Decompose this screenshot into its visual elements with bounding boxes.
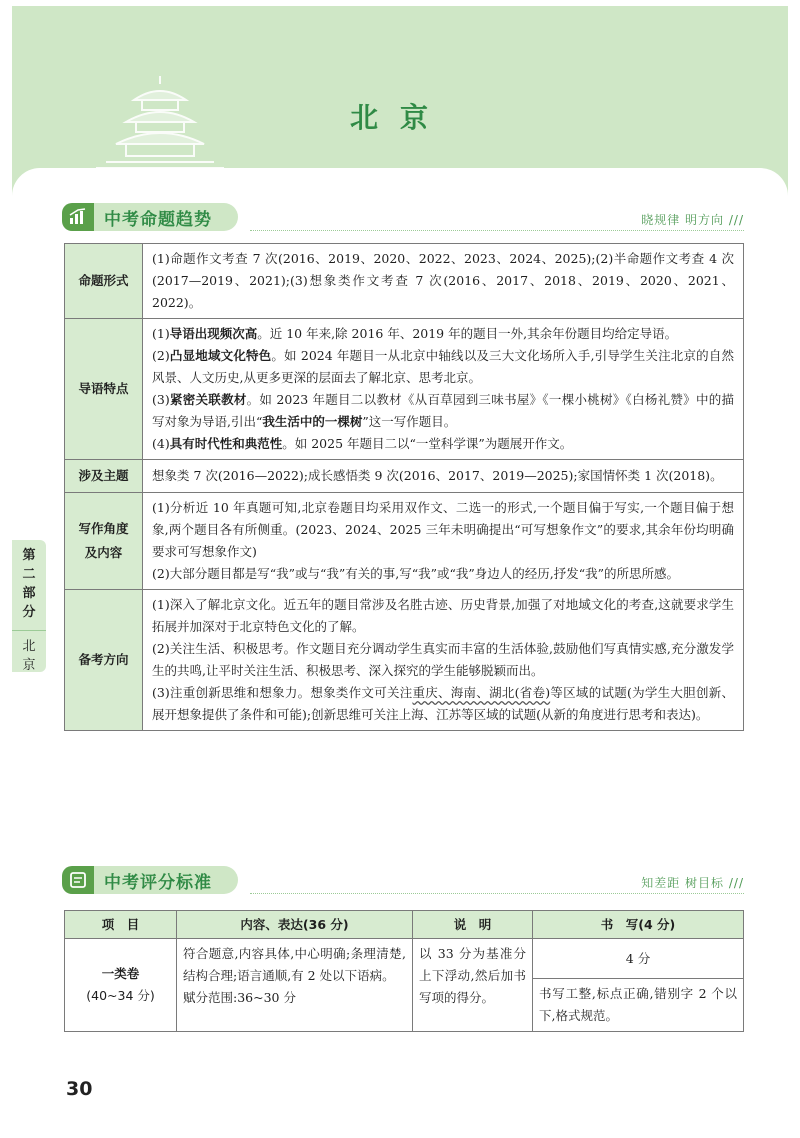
writing-score-cell: 4 分 — [533, 939, 744, 979]
row-content: (1)深入了解北京文化。近五年的题目常涉及名胜古迹、历史背景,加强了对地域文化的考查,这就要求学生拓展并加深对于北京特色文化的了解。 (2)关注生活、积极思考。作文题目充分调动学生真实而丰富的生活体验,鼓励他们写真情实感,充分激发学生的共鸣,让平时关注生活、积极思考、深入探究的学生能够脱颖而出。 (3)注重创新思维和想象力。想象类作文可关注重庆、海南、湖北(省卷)等区域的试题(为学生大胆创新、展开想象提供了条件和可能);创新思维可关注上海、江苏等区域的试题(从新的角度进行思考和表达)。 — [143, 590, 744, 731]
column-header: 说 明 — [413, 911, 533, 939]
section-divider — [250, 893, 744, 894]
section-standard-slogan: 知差距 树目标 /// — [641, 876, 744, 890]
table-header-row — [65, 911, 744, 939]
section-trend-heading — [62, 203, 238, 231]
page-title: 北京 — [349, 101, 450, 134]
table-row — [65, 939, 744, 979]
table-row — [65, 590, 744, 731]
row-content: 想象类 7 次(2016—2022);成长感悟类 9 次(2016、2017、2019—2025);家国情怀类 1 次(2018)。 — [143, 460, 744, 493]
grading-table — [64, 910, 744, 1032]
section-trend-slogan: 晓规律 明方向 /// — [641, 213, 744, 227]
document-icon — [62, 866, 94, 894]
page-number: 30 — [66, 1078, 93, 1100]
section-divider — [250, 230, 744, 231]
section-standard-heading — [62, 866, 238, 894]
trend-table — [64, 243, 744, 731]
side-section-tab — [12, 540, 46, 672]
side-tab-part: 第 二 部 分 — [22, 548, 36, 620]
row-content: (1)命题作文考查 7 次(2016、2019、2020、2022、2023、2024、2025);(2)半命题作文考查 4 次(2017—2019、2021);(3)想象类作文考查 7 次(2016、2017、2018、2019、2020、2021、2022)。 — [143, 244, 744, 319]
column-header: 内容、表达(36 分) — [177, 911, 413, 939]
table-row — [65, 493, 744, 590]
content-criteria-cell: 符合题意,内容具体,中心明确;条理清楚,结构合理;语言通顺,有 2 处以下语病。 赋分范围:36~30 分 — [177, 939, 413, 1032]
table-row — [65, 460, 744, 493]
note-cell: 以 33 分为基准分上下浮动,然后加书写项的得分。 — [413, 939, 533, 1032]
column-header: 书 写(4 分) — [533, 911, 744, 939]
grade-level-cell: 一类卷 (40~34 分) — [65, 939, 177, 1032]
bar-chart-icon — [62, 203, 94, 231]
side-tab-region: 北 京 — [12, 630, 46, 675]
row-label: 写作角度 及内容 — [65, 493, 143, 590]
row-label: 涉及主题 — [65, 460, 143, 493]
table-row — [65, 244, 744, 319]
section-trend-title: 中考命题趋势 — [94, 203, 238, 231]
row-label: 备考方向 — [65, 590, 143, 731]
row-label: 导语特点 — [65, 319, 143, 460]
row-content: (1)分析近 10 年真题可知,北京卷题目均采用双作文、二选一的形式,一个题目偏于写实,一个题目偏于想象,两个题目各有所侧重。(2023、2024、2025 三年未明确提出“可写想象作文”的要求,其余年份均明确要求可写想象作文) (2)大部分题目都是写“我”或与“我”有关的事,写“我”或“我”身边人的经历,抒发“我”的所思所感。 — [143, 493, 744, 590]
writing-criteria-cell: 书写工整,标点正确,错别字 2 个以下,格式规范。 — [533, 979, 744, 1032]
column-header: 项 目 — [65, 911, 177, 939]
table-row — [65, 319, 744, 460]
row-content: (1)导语出现频次高。近 10 年来,除 2016 年、2019 年的题目一外,其余年份题目均给定导语。 (2)凸显地域文化特色。如 2024 年题目一从北京中轴线以及三大文化场所入手,引导学生关注北京的自然风景、人文历史,从更多更深的层面去了解北京、思考北京。 (3)紧密关联教材。如 2023 年题目二以教材《从百草园到三味书屋》《一棵小桃树》《白杨礼赞》中的描写对象为导语,引出“我生活中的一棵树”这一写作题目。 (4)具有时代性和典范性。如 2025 年题目二以“一堂科学课”为题展开作文。 — [143, 319, 744, 460]
row-label: 命题形式 — [65, 244, 143, 319]
wavy-underlined-regions: 重庆、海南、湖北(省卷) — [412, 685, 551, 700]
section-standard-title: 中考评分标准 — [94, 866, 238, 894]
